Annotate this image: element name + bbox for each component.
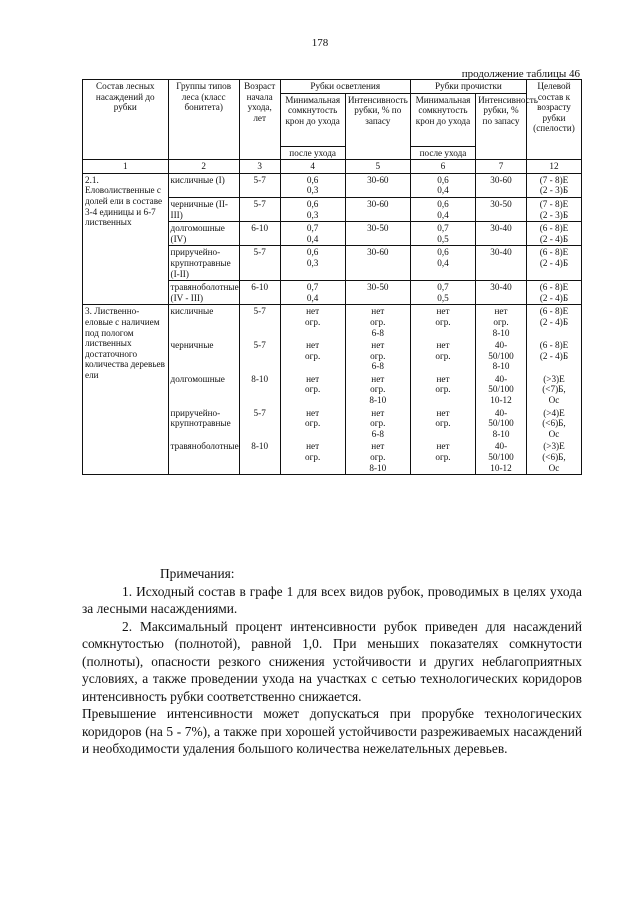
- header-forest-types: Группы типов леса (класс бонитета): [168, 80, 239, 160]
- cell-type: черничные (II-III): [168, 197, 239, 221]
- header-intensity-2: Интенсивность рубки, % по запасу: [476, 93, 527, 160]
- header-after-care-2: после ухода: [410, 146, 475, 160]
- cell-s1: нет огр.: [280, 407, 345, 441]
- cell-i1: 30-50: [345, 281, 410, 305]
- col-number: 2: [168, 160, 239, 174]
- cell-target: (7 - 8)Е (2 - 3)Б: [526, 173, 581, 197]
- cell-target: (>3)Е (<7)Б, Ос: [526, 373, 581, 407]
- header-target-composition: Целевой состав к возрасту рубки (спелости): [526, 80, 581, 160]
- cell-i2: нет огр. 8-10: [476, 305, 527, 339]
- cell-age: 5-7: [239, 407, 280, 441]
- cell-age: 5-7: [239, 197, 280, 221]
- cell-i1: нет огр. 6-8: [345, 305, 410, 339]
- cell-age: 5-7: [239, 246, 280, 281]
- cell-type: долгомошные: [168, 373, 239, 407]
- cell-type: черничные: [168, 339, 239, 373]
- table-row: [83, 173, 582, 197]
- cell-target: (>4)Е (<6)Б, Ос: [526, 407, 581, 441]
- cell-i2: 40- 50/100 10-12: [476, 440, 527, 474]
- cell-age: 8-10: [239, 373, 280, 407]
- cell-target: (6 - 8)Е (2 - 4)Б: [526, 281, 581, 305]
- page-number: 178: [311, 37, 329, 49]
- note-2: 2. Максимальный процент интенсивности рубок приведен для насаждений сомкнутостью (полнотой), равной 1,0. При меньших показателях сомкнутости (полноты), опасности резкого снижения устойчивости и других неблагоприятных условиях, а также проведении ухода на участках с сетью технологических коридоров интенсивность рубки соответственно снижается.: [82, 618, 582, 704]
- cell-type: долгомошные (IV): [168, 222, 239, 246]
- header-min-density-2: Минимальная сомкнутость крон до ухода: [410, 93, 475, 146]
- cell-s2: нет огр.: [410, 373, 475, 407]
- col-number: 6: [410, 160, 475, 174]
- cell-s1: 0,6 0,3: [280, 246, 345, 281]
- column-numbers-row: [83, 160, 582, 174]
- cell-type: кисличные: [168, 305, 239, 339]
- cell-target: (>3)Е (<6)Б, Ос: [526, 440, 581, 474]
- cell-i2: 30-40: [476, 222, 527, 246]
- cell-s2: 0,6 0,4: [410, 173, 475, 197]
- cell-i2: 30-50: [476, 197, 527, 221]
- composition-label: 2.1. Еловолиственные с долей ели в составе 3-4 единицы и 6-7 лиственных: [83, 173, 169, 305]
- note-1: 1. Исходный состав в графе 1 для всех видов рубок, проводимых в целях ухода за лесными насаждениями.: [82, 583, 582, 616]
- cell-i2: 40- 50/100 8-10: [476, 339, 527, 373]
- header-intensity-1: Интенсивность рубки, % по запасу: [345, 93, 410, 160]
- composition-label: 3. Лиственно-еловые с наличием под пологом лиственных достаточного количества деревьев ели: [83, 305, 169, 475]
- table-row: [83, 305, 582, 339]
- cell-target: (6 - 8)Е (2 - 4)Б: [526, 246, 581, 281]
- header-after-care-1: после ухода: [280, 146, 345, 160]
- header-cleaning-group: Рубки прочистки: [410, 80, 526, 94]
- header-thinning-group: Рубки осветления: [280, 80, 410, 94]
- header-min-density-1: Минимальная сомкнутость крон до ухода: [280, 93, 345, 146]
- cell-age: 8-10: [239, 440, 280, 474]
- col-number: 7: [476, 160, 527, 174]
- cell-type: травяноболотные: [168, 440, 239, 474]
- cell-i1: 30-50: [345, 222, 410, 246]
- col-number: 4: [280, 160, 345, 174]
- cell-s2: нет огр.: [410, 305, 475, 339]
- cell-age: 5-7: [239, 339, 280, 373]
- col-number: 1: [83, 160, 169, 174]
- cell-s2: 0,6 0,4: [410, 246, 475, 281]
- cell-i1: нет огр. 6-8: [345, 407, 410, 441]
- cell-age: 5-7: [239, 305, 280, 339]
- cell-s2: нет огр.: [410, 339, 475, 373]
- cell-target: (7 - 8)Е (2 - 3)Б: [526, 197, 581, 221]
- col-number: 5: [345, 160, 410, 174]
- notes-section: [82, 565, 582, 758]
- cell-target: (6 - 8)Е (2 - 4)Б: [526, 305, 581, 339]
- cell-s2: 0,7 0,5: [410, 222, 475, 246]
- cell-s1: нет огр.: [280, 305, 345, 339]
- cell-type: кисличные (I): [168, 173, 239, 197]
- header-start-age: Возраст начала ухода, лет: [239, 80, 280, 160]
- cell-s2: нет огр.: [410, 440, 475, 474]
- header-composition: Состав лесных насаждений до рубки: [83, 80, 169, 160]
- cell-age: 6-10: [239, 281, 280, 305]
- cell-s2: нет огр.: [410, 407, 475, 441]
- note-3: Превышение интенсивности может допускаться при прорубке технологических коридоров (на 5 - 7%), а также при хорошей устойчивости разреживаемых насаждений и необходимости удаления большого количества нежелательных деревьев.: [82, 706, 582, 756]
- cell-i2: 30-40: [476, 281, 527, 305]
- cell-i1: нет огр. 8-10: [345, 440, 410, 474]
- cell-i2: 40- 50/100 8-10: [476, 407, 527, 441]
- cell-s1: нет огр.: [280, 440, 345, 474]
- cell-target: (6 - 8)Е (2 - 4)Б: [526, 339, 581, 373]
- cell-type: приручейно-крупнотравные (I-II): [168, 246, 239, 281]
- cell-type: приручейно-крупнотравные: [168, 407, 239, 441]
- col-number: 3: [239, 160, 280, 174]
- cell-age: 6-10: [239, 222, 280, 246]
- cell-i1: нет огр. 6-8: [345, 339, 410, 373]
- cell-s1: 0,7 0,4: [280, 281, 345, 305]
- col-number: 12: [526, 160, 581, 174]
- cell-s1: 0,7 0,4: [280, 222, 345, 246]
- cell-i2: 30-60: [476, 173, 527, 197]
- cell-s1: 0,6 0,3: [280, 173, 345, 197]
- cell-i1: нет огр. 8-10: [345, 373, 410, 407]
- cell-s2: 0,6 0,4: [410, 197, 475, 221]
- cell-s1: нет огр.: [280, 373, 345, 407]
- cell-i2: 30-40: [476, 246, 527, 281]
- cell-i1: 30-60: [345, 197, 410, 221]
- forest-care-table: [82, 79, 582, 475]
- cell-i1: 30-60: [345, 173, 410, 197]
- cell-s2: 0,7 0,5: [410, 281, 475, 305]
- notes-heading: Примечания:: [160, 566, 235, 581]
- cell-s1: нет огр.: [280, 339, 345, 373]
- cell-target: (6 - 8)Е (2 - 4)Б: [526, 222, 581, 246]
- cell-type: травяноболотные (IV - III): [168, 281, 239, 305]
- table-continuation-label: продолжение таблицы 46: [461, 68, 580, 80]
- cell-i1: 30-60: [345, 246, 410, 281]
- cell-i2: 40- 50/100 10-12: [476, 373, 527, 407]
- cell-age: 5-7: [239, 173, 280, 197]
- cell-s1: 0,6 0,3: [280, 197, 345, 221]
